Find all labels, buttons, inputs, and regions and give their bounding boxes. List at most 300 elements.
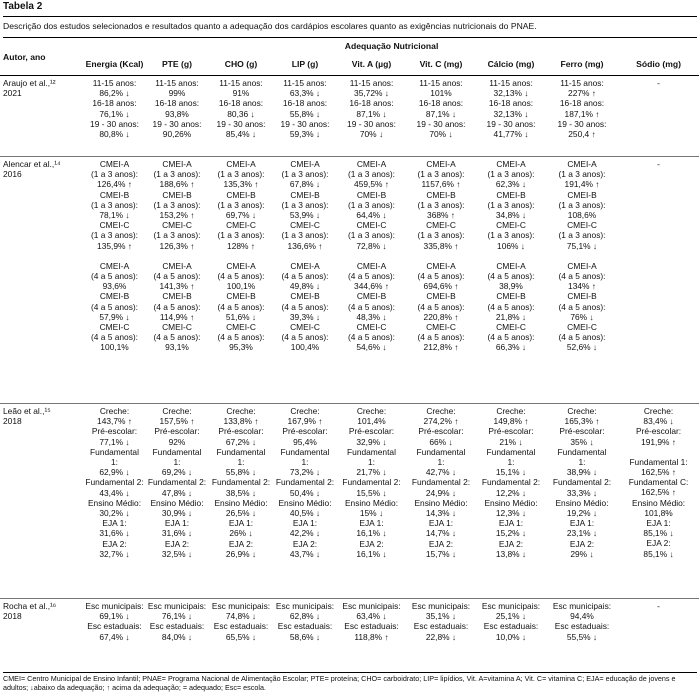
- cell-line: CMEI-C: [162, 322, 192, 333]
- cell-line: 16-18 anos:: [218, 98, 264, 109]
- cell-line: 29% ↓: [570, 548, 594, 559]
- value-cell: [406, 599, 476, 653]
- value-cell: [546, 157, 618, 404]
- cell-line: CMEI-B: [426, 291, 456, 302]
- cell-line: (4 a 5 anos):: [347, 271, 396, 282]
- cell-line: 1:: [578, 457, 586, 468]
- column-header: Vit. C (mg): [406, 54, 476, 76]
- cell-line: 16-18 anos:: [418, 98, 464, 109]
- cell-line: 90,26%: [162, 129, 192, 140]
- cell-line: 114,9% ↑: [159, 311, 195, 322]
- cell-line: 134% ↑: [568, 281, 596, 292]
- cell-line: 76,1% ↓: [99, 108, 130, 119]
- cell-line: Creche:: [643, 406, 674, 416]
- cell-line: Creche:: [290, 406, 320, 416]
- table-caption: Descrição dos estudos selecionados e resultados quanto a adequação dos cardápios escolares quanto as exigências nutricionais do PNAE.: [3, 16, 697, 38]
- cell-line: (4 a 5 anos):: [487, 301, 535, 312]
- cell-line: 32,13% ↓: [493, 88, 529, 99]
- cell-line: CMEI-B: [356, 291, 387, 302]
- cell-line: Pré-escolar:: [154, 426, 200, 437]
- cell-line: (1 a 3 anos):: [417, 169, 465, 180]
- column-header: LIP (g): [273, 54, 337, 76]
- cell-line: CMEI-A: [567, 260, 597, 271]
- cell-line: 76,1% ↓: [161, 611, 193, 622]
- cell-line: 85,1% ↓: [643, 548, 674, 559]
- spacer: [145, 251, 209, 261]
- cell-line: 19 - 30 anos:: [280, 118, 330, 129]
- cell-line: 80,8% ↓: [99, 129, 130, 140]
- cell-line: 38,5% ↓: [225, 487, 257, 498]
- cell-line: 85,4% ↓: [225, 129, 257, 140]
- cell-line: CMEI-B: [496, 189, 526, 200]
- cell-line: 49,8% ↓: [289, 281, 321, 292]
- cell-line: Pré-escolar:: [348, 426, 395, 437]
- cell-line: 19 - 30 anos:: [216, 118, 266, 129]
- cell-line: 63,4% ↓: [356, 611, 387, 622]
- cell-line: Fundamental 2:: [85, 477, 144, 488]
- cell-line: Fundamental 2:: [342, 477, 401, 488]
- cell-line: 1157,6% ↑: [421, 179, 461, 190]
- cell-line: 80,36 ↓: [227, 108, 255, 119]
- cell-line: 10,0% ↓: [495, 631, 527, 642]
- cell-line: CMEI-C: [226, 322, 256, 333]
- column-header: Ferro (mg): [546, 54, 618, 76]
- cell-line: (4 a 5 anos):: [217, 271, 265, 282]
- value-cell: [618, 599, 699, 653]
- cell-line: 19 - 30 anos:: [90, 118, 139, 129]
- cell-line: 86,2% ↓: [99, 88, 130, 99]
- author-line: Alencar et al.,¹⁴: [3, 159, 61, 169]
- cell-line: CMEI-C: [290, 220, 320, 231]
- cell-line: 220,8% ↑: [423, 311, 459, 322]
- value-cell: [618, 404, 699, 599]
- cell-line: Fundamental 2:: [552, 477, 612, 488]
- cell-line: 101%: [430, 88, 452, 99]
- cell-line: 93,8%: [165, 108, 189, 119]
- cell-line: CMEI-B: [99, 291, 130, 302]
- cell-line: EJA 1:: [102, 518, 127, 529]
- cell-line: 135,9% ↑: [97, 240, 132, 251]
- cell-line: (1 a 3 anos):: [487, 199, 535, 210]
- value-cell: [406, 76, 476, 157]
- cell-line: CMEI-A: [496, 260, 526, 271]
- cell-line: 26,5% ↓: [225, 508, 257, 519]
- cell-line: Fundamental: [90, 446, 139, 457]
- cell-line: Esc municipais:: [552, 601, 612, 611]
- cell-line: EJA 1:: [228, 518, 254, 529]
- cell-line: CMEI-C: [290, 322, 320, 333]
- value-cell: [209, 157, 273, 404]
- cell-line: 74,8% ↓: [225, 611, 257, 622]
- author-line: 2018: [3, 611, 22, 622]
- cell-line: Esc estaduais:: [413, 621, 469, 632]
- cell-line: 64,4% ↓: [356, 210, 387, 221]
- cell-line: 162,5% ↑: [641, 467, 676, 478]
- cell-line: 38,9%: [499, 281, 523, 292]
- cell-line: 118,8% ↑: [354, 631, 389, 642]
- spacer: [84, 251, 145, 261]
- cell-line: 67,4% ↓: [99, 631, 130, 642]
- cell-line: 16-18 anos:: [92, 98, 137, 109]
- cell-line: 32,13% ↓: [493, 108, 529, 119]
- column-header: Energia (Kcal): [84, 54, 145, 76]
- cell-line: 143,7% ↑: [97, 416, 132, 427]
- cell-line: (4 a 5 anos):: [153, 301, 201, 312]
- cell-line: Esc municipais:: [342, 601, 401, 611]
- cell-line: Esc estaduais:: [344, 621, 399, 632]
- cell-line: 31,6% ↓: [99, 528, 130, 539]
- cell-line: 106% ↓: [497, 240, 525, 251]
- cell-line: 135,3% ↑: [223, 179, 259, 190]
- cell-line: 16-18 anos:: [488, 98, 534, 109]
- cell-line: 1:: [507, 457, 515, 468]
- author-line: Leão et al.,¹⁵: [3, 406, 51, 416]
- cell-line: 32,9% ↓: [356, 436, 387, 447]
- column-header: PTE (g): [145, 54, 209, 76]
- cell-line: (1 a 3 anos):: [281, 199, 329, 210]
- cell-line: 87,1% ↓: [356, 108, 387, 119]
- value-cell: [476, 599, 546, 653]
- cell-line: 368% ↑: [427, 210, 455, 221]
- cell-line: 21,8% ↓: [495, 311, 527, 322]
- cell-line: 19 - 30 anos:: [416, 118, 466, 129]
- cell-line: Ensino Médio:: [555, 497, 609, 508]
- cell-line: CMEI-C: [426, 322, 456, 333]
- cell-line: (1 a 3 anos):: [217, 199, 265, 210]
- cell-line: 1:: [111, 457, 118, 468]
- cell-line: (1 a 3 anos):: [281, 230, 329, 241]
- cell-line: CMEI-A: [356, 260, 387, 271]
- cell-line: CMEI-A: [99, 159, 130, 169]
- cell-line: 11-15 anos:: [155, 78, 199, 88]
- cell-line: 52,6% ↓: [566, 342, 598, 353]
- cell-line: 344,6% ↑: [354, 281, 389, 292]
- cell-line: CMEI-A: [99, 260, 130, 271]
- value-cell: [209, 599, 273, 653]
- cell-line: 157,5% ↑: [159, 416, 195, 427]
- cell-line: 58,6% ↓: [289, 631, 321, 642]
- cell-line: 126,4% ↑: [97, 179, 132, 190]
- cell-line: 165,3% ↑: [564, 416, 600, 427]
- cell-line: 38,9% ↓: [566, 467, 598, 478]
- cell-line: CMEI-C: [226, 220, 256, 231]
- cell-line: 22,8% ↓: [425, 631, 457, 642]
- cell-line: EJA 1:: [164, 518, 190, 529]
- cell-line: Ensino Médio:: [414, 497, 468, 508]
- value-cell: [618, 157, 699, 404]
- column-header: Sódio (mg): [618, 54, 699, 76]
- cell-line: 69,7% ↓: [225, 210, 257, 221]
- cell-line: EJA 2:: [102, 538, 127, 549]
- cell-line: CMEI-C: [99, 220, 130, 231]
- cell-line: 100,4%: [290, 342, 320, 353]
- cell-line: (4 a 5 anos):: [217, 332, 265, 343]
- value-cell: [546, 599, 618, 653]
- cell-line: 15,7% ↓: [425, 548, 457, 559]
- column-header: Cálcio (mg): [476, 54, 546, 76]
- value-cell: [145, 404, 209, 599]
- cell-line: (1 a 3 anos):: [347, 169, 396, 180]
- author-line: 2016: [3, 169, 22, 180]
- cell-line: Ensino Médio:: [484, 497, 538, 508]
- cell-line: 65,5% ↓: [225, 631, 257, 642]
- cell-line: CMEI-C: [99, 322, 130, 333]
- cell-line: 35% ↓: [570, 436, 594, 447]
- cell-line: 191,9% ↑: [641, 436, 676, 447]
- cell-line: 70% ↓: [359, 129, 384, 140]
- cell-line: 100,1%: [226, 281, 256, 292]
- cell-line: 16-18 anos:: [154, 98, 200, 109]
- spacer: [546, 251, 618, 261]
- value-cell: [145, 599, 209, 653]
- cell-line: Esc estaduais:: [277, 621, 333, 632]
- author-line: 2021: [3, 88, 22, 99]
- cell-line: 16,1% ↓: [356, 548, 387, 559]
- cell-line: CMEI-B: [567, 189, 597, 200]
- cell-line: 11-15 anos:: [560, 78, 604, 88]
- cell-line: (1 a 3 anos):: [487, 169, 535, 180]
- spacer: [273, 251, 337, 261]
- cell-line: (1 a 3 anos):: [558, 230, 606, 241]
- cell-line: 1:: [437, 457, 445, 468]
- cell-line: 94,4%: [570, 611, 594, 622]
- cell-line: 126,3% ↑: [159, 240, 195, 251]
- cell-line: 136,6% ↑: [287, 240, 323, 251]
- table-footnote: CMEI= Centro Municipal de Ensino Infantil; PNAE= Programa Nacional de Alimentação Escolar; PTE= proteína; CHO= carboidrato; LIP= lipídios, Vit. A=vitamina A; Vit. C= vitamina C; EJA= educação de jovens e adultos; ↓abaixo da adequação; ↑ acima da adequação; = adequado; Esc= escola.: [3, 672, 697, 692]
- author-cell: [0, 157, 84, 404]
- cell-line: (4 a 5 anos):: [153, 332, 201, 343]
- value-cell: [337, 76, 406, 157]
- value-cell: [84, 404, 145, 599]
- cell-line: (1 a 3 anos):: [558, 169, 606, 180]
- cell-line: EJA 1:: [428, 518, 454, 529]
- cell-line: 54,6% ↓: [356, 342, 387, 353]
- cell-line: -: [657, 159, 660, 169]
- cell-line: 128% ↑: [227, 240, 255, 251]
- cell-line: Ensino Médio:: [278, 497, 332, 508]
- cell-line: 78,1% ↓: [99, 210, 130, 221]
- cell-line: Creche:: [356, 406, 387, 416]
- cell-line: Fundamental 2:: [147, 477, 207, 488]
- cell-line: (4 a 5 anos):: [558, 332, 606, 343]
- cell-line: (4 a 5 anos):: [217, 301, 265, 312]
- cell-line: EJA 2:: [498, 538, 524, 549]
- cell-line: Fundamental: [557, 446, 607, 457]
- value-cell: [476, 76, 546, 157]
- cell-line: Pré-escolar:: [91, 426, 138, 437]
- cell-line: CMEI-B: [162, 291, 192, 302]
- cell-line: 16,1% ↓: [356, 528, 387, 539]
- cell-line: 101,4%: [357, 416, 386, 427]
- value-cell: [337, 157, 406, 404]
- cell-line: -: [657, 78, 660, 88]
- cell-line: 42,7% ↓: [425, 467, 457, 478]
- cell-line: 19 - 30 anos:: [347, 118, 396, 129]
- cell-line: 19 - 30 anos:: [557, 118, 607, 129]
- cell-line: 84,0% ↓: [161, 631, 193, 642]
- column-header: Vit. A (µg): [337, 54, 406, 76]
- cell-line: 11-15 anos:: [489, 78, 533, 88]
- value-cell: [273, 76, 337, 157]
- cell-line: Pré-escolar:: [559, 426, 605, 437]
- cell-line: Ensino Médio:: [150, 497, 204, 508]
- group-header: Adequação Nutricional: [344, 41, 439, 52]
- cell-line: 21% ↓: [499, 436, 523, 447]
- cell-line: CMEI-B: [162, 189, 192, 200]
- cell-line: (4 a 5 anos):: [417, 271, 465, 282]
- table-row: [0, 404, 699, 599]
- cell-line: 21,7% ↓: [356, 467, 387, 478]
- cell-line: EJA 2:: [569, 538, 595, 549]
- cell-line: Esc estaduais:: [483, 621, 539, 632]
- cell-line: 1:: [237, 457, 245, 468]
- cell-line: (1 a 3 anos):: [153, 169, 201, 180]
- cell-line: CMEI-B: [356, 189, 387, 200]
- cell-line: 162,5% ↑: [641, 487, 676, 498]
- cell-line: 72,8% ↓: [356, 240, 387, 251]
- value-cell: [209, 76, 273, 157]
- cell-line: 62,3% ↓: [495, 179, 527, 190]
- cell-line: 11-15 anos:: [92, 78, 137, 88]
- cell-line: 12,2% ↓: [495, 487, 527, 498]
- cell-line: 35,72% ↓: [354, 88, 389, 99]
- cell-line: CMEI-C: [426, 220, 456, 231]
- cell-line: 93,6%: [102, 281, 127, 292]
- author-line: 2018: [3, 416, 22, 427]
- cell-line: Fundamental: [347, 446, 396, 457]
- cell-line: 26,9% ↓: [225, 548, 257, 559]
- cell-line: Pré-escolar:: [218, 426, 264, 437]
- cell-line: (4 a 5 anos):: [558, 271, 606, 282]
- cell-line: EJA 2:: [228, 538, 254, 549]
- cell-line: 274,2% ↑: [423, 416, 459, 427]
- cell-line: 73,2% ↓: [289, 467, 321, 478]
- cell-line: (4 a 5 anos):: [281, 332, 329, 343]
- cell-line: 67,8% ↓: [289, 179, 321, 190]
- cell-line: CMEI-B: [99, 189, 130, 200]
- value-cell: [273, 157, 337, 404]
- table-row: [0, 157, 699, 404]
- cell-line: 75,1% ↓: [566, 240, 598, 251]
- cell-line: Esc municipais:: [411, 601, 471, 611]
- cell-line: CMEI-C: [567, 322, 597, 333]
- cell-line: CMEI-B: [226, 291, 256, 302]
- cell-line: EJA 1:: [569, 518, 595, 529]
- cell-line: 15,1% ↓: [495, 467, 527, 478]
- cell-line: Creche:: [99, 406, 130, 416]
- cell-line: 42,2% ↓: [289, 528, 321, 539]
- cell-line: (4 a 5 anos):: [281, 271, 329, 282]
- cell-line: 133,8% ↑: [223, 416, 259, 427]
- cell-line: Fundamental: [416, 446, 466, 457]
- cell-line: CMEI-C: [356, 322, 387, 333]
- cell-line: CMEI-A: [162, 260, 192, 271]
- cell-line: 11-15 anos:: [219, 78, 263, 88]
- cell-line: 33,3% ↓: [566, 487, 598, 498]
- cell-line: 55,8% ↓: [289, 108, 321, 119]
- cell-line: 1:: [301, 457, 309, 468]
- cell-line: 66,3% ↓: [495, 342, 527, 353]
- cell-line: 24,9% ↓: [425, 487, 457, 498]
- cell-line: 101,8%: [644, 507, 673, 518]
- cell-line: 16-18 anos:: [282, 98, 328, 109]
- cell-line: CMEI-B: [290, 189, 320, 200]
- cell-line: CMEI-B: [426, 189, 456, 200]
- value-cell: [476, 404, 546, 599]
- cell-line: CMEI-A: [426, 260, 456, 271]
- cell-line: 141,3% ↑: [159, 281, 195, 292]
- cell-line: 48,3% ↓: [356, 311, 387, 322]
- cell-line: 70% ↓: [429, 129, 453, 140]
- cell-line: Fundamental C:: [628, 477, 689, 488]
- cell-line: 51,6% ↓: [225, 311, 257, 322]
- cell-line: 149,8% ↑: [493, 416, 529, 427]
- cell-line: EJA 2:: [646, 538, 671, 549]
- cell-line: 63,3% ↓: [289, 88, 321, 99]
- cell-line: 31,6% ↓: [161, 528, 193, 539]
- cell-line: 1:: [368, 457, 375, 468]
- value-cell: [546, 404, 618, 599]
- cell-line: Fundamental: [486, 446, 536, 457]
- cell-line: (1 a 3 anos):: [347, 199, 396, 210]
- cell-line: 87,1% ↓: [425, 108, 457, 119]
- value-cell: [84, 599, 145, 653]
- cell-line: Esc estaduais:: [87, 621, 142, 632]
- cell-line: CMEI-A: [290, 159, 320, 169]
- cell-line: (1 a 3 anos):: [153, 230, 201, 241]
- cell-line: (1 a 3 anos):: [153, 199, 201, 210]
- cell-line: 250,4 ↑: [568, 129, 596, 140]
- cell-line: EJA 1:: [359, 518, 384, 529]
- cell-line: (1 a 3 anos):: [281, 169, 329, 180]
- cell-line: 55,5% ↓: [566, 631, 598, 642]
- cell-line: CMEI-B: [226, 189, 256, 200]
- cell-line: (1 a 3 anos):: [347, 230, 396, 241]
- cell-line: Esc estaduais:: [149, 621, 205, 632]
- cell-line: Pré-escolar:: [282, 426, 328, 437]
- author-cell: [0, 599, 84, 653]
- cell-line: (4 a 5 anos):: [558, 301, 606, 312]
- cell-line: 35,1% ↓: [425, 611, 457, 622]
- cell-line: 95,4%: [293, 436, 317, 447]
- cell-line: Pré-escolar:: [635, 426, 682, 437]
- cell-line: 92%: [168, 436, 186, 447]
- cell-line: (4 a 5 anos):: [417, 332, 465, 343]
- cell-line: 14,7% ↓: [425, 528, 457, 539]
- cell-line: Creche:: [226, 406, 256, 416]
- table-row: [0, 599, 699, 653]
- cell-line: Fundamental 2:: [481, 477, 541, 488]
- cell-line: Esc municipais:: [211, 601, 271, 611]
- cell-line: Fundamental 2:: [211, 477, 271, 488]
- cell-line: 16-18 anos:: [559, 98, 605, 109]
- cell-line: CMEI-B: [290, 291, 320, 302]
- cell-line: (1 a 3 anos):: [417, 199, 465, 210]
- cell-line: (4 a 5 anos):: [281, 301, 329, 312]
- cell-line: (4 a 5 anos):: [90, 271, 139, 282]
- table-title: Tabela 2: [3, 1, 43, 12]
- cell-line: 77,1% ↓: [99, 436, 130, 447]
- cell-line: 335,8% ↑: [423, 240, 459, 251]
- cell-line: (1 a 3 anos):: [558, 199, 606, 210]
- cell-line: 85,1% ↓: [643, 528, 674, 539]
- cell-line: 23,1% ↓: [566, 528, 598, 539]
- cell-line: Ensino Médio:: [632, 497, 686, 508]
- cell-line: Creche:: [426, 406, 456, 416]
- cell-line: 69,1% ↓: [99, 611, 130, 622]
- cell-line: EJA 1:: [646, 518, 671, 529]
- value-cell: [406, 157, 476, 404]
